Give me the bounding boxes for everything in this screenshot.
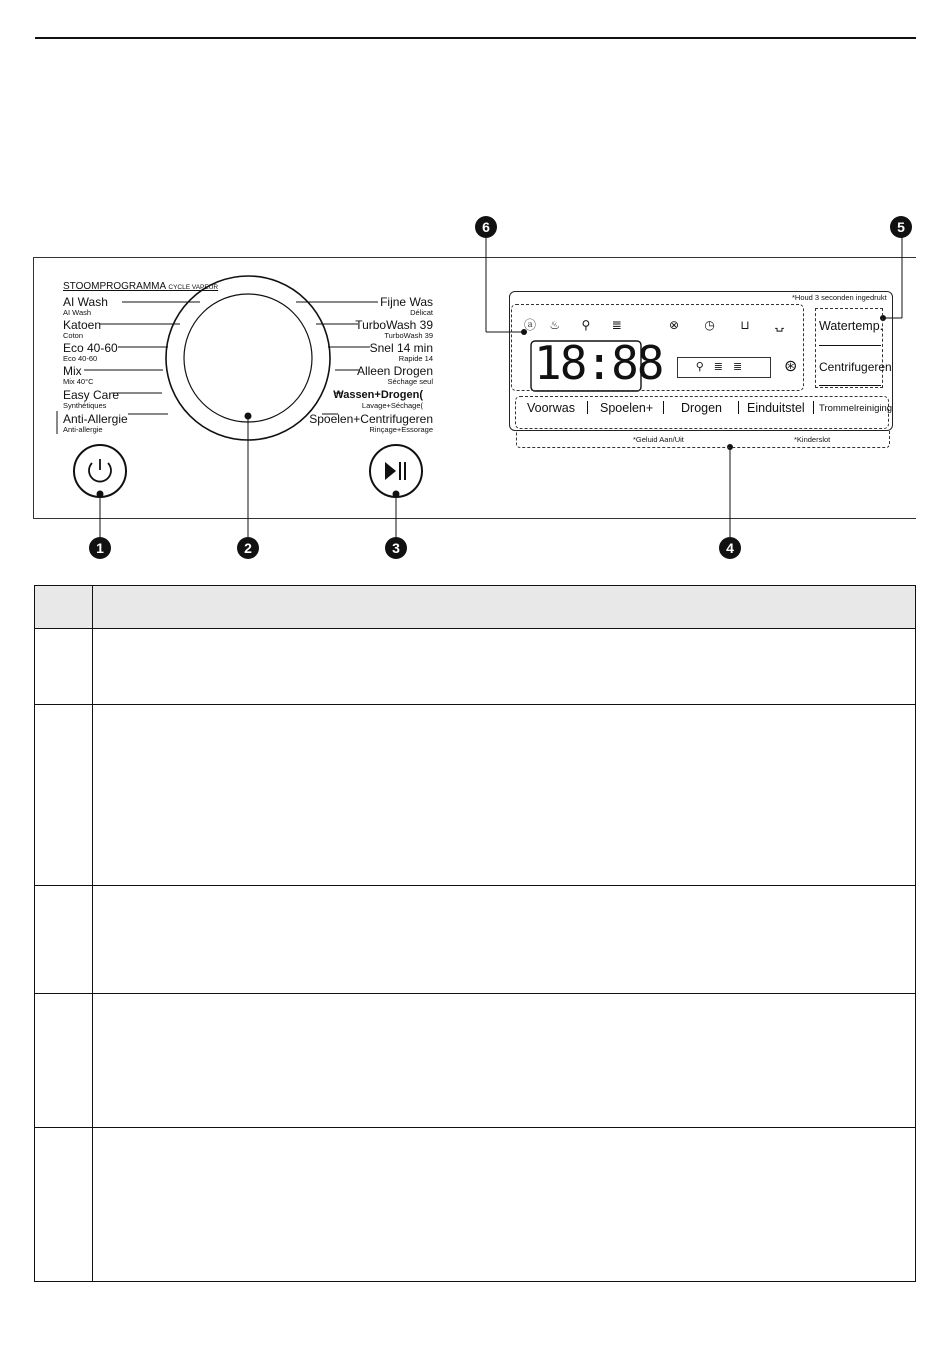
spin-button[interactable]: Centrifugeren [819,360,892,374]
program-dial-inner [184,294,312,422]
tub-icon: ⊔ [740,318,750,332]
table-row [35,629,916,705]
combo-dash [516,430,890,448]
program-wassen-drogen[interactable]: Wassen+Drogen( [333,389,423,401]
table-header [35,586,916,629]
rinse-plus-button[interactable]: Spoelen+ [600,401,654,415]
table-row [35,886,916,994]
callout-4: 4 [719,537,741,559]
callout-5: 5 [890,216,912,238]
table-row [35,705,916,886]
ai-icon: ⓐ [524,318,537,332]
sound-note: *Geluid Aan/Uit [633,435,684,444]
status-icons-row [524,316,784,333]
dry-button[interactable]: Drogen [681,401,722,415]
program-spoelen-centrifugeren[interactable]: Spoelen+Centrifugeren [309,412,433,426]
prewash-button[interactable]: Voorwas [527,401,575,415]
wash-phase-icons: ⚲≣≣ [677,357,771,378]
leader-lines-right [296,302,378,414]
program-fijne-was[interactable]: Fijne Was [380,295,433,309]
detergent-icon: ⍽ [774,318,785,332]
delay-end-button[interactable]: Einduitstel [747,401,805,415]
program-turbowash[interactable]: TurboWash 39 [355,318,433,332]
water-temp-button[interactable]: Watertemp. [819,319,884,333]
leader-lines-left [84,302,200,414]
time-display: 18:88 [534,336,663,390]
hold-note: *Houd 3 seconden ingedrukt [792,293,887,302]
program-ai-wash[interactable]: AI Wash [63,295,108,309]
callout-3: 3 [385,537,407,559]
dry-icon: ≣ [611,318,622,332]
tub-clean-button[interactable]: Trommelreiniging [819,403,893,414]
callout-6: 6 [475,216,497,238]
dial-graphics [0,0,950,580]
tub-clean-icon: ⊛ [784,358,798,375]
table-row [35,1128,916,1282]
program-mix[interactable]: Mix [63,364,82,378]
clock-icon: ◷ [704,318,715,332]
program-snel[interactable]: Snel 14 min [369,341,433,355]
callout-2: 2 [237,537,259,559]
lock-icon: ⊗ [669,318,680,332]
child-lock-note: *Kinderslot [794,435,831,444]
program-anti-allergie[interactable]: Anti-Allergie [63,412,128,426]
program-katoen[interactable]: Katoen [63,318,102,332]
program-easy-care[interactable]: Easy Care [63,388,120,402]
steam-icon: ♨ [549,318,561,332]
program-alleen-drogen[interactable]: Alleen Drogen [356,364,433,378]
program-eco[interactable]: Eco 40-60 [63,341,118,355]
callout-1: 1 [89,537,111,559]
table-row [35,994,916,1128]
description-table [34,585,916,1282]
steam-program-title: STOOMPROGRAMMA CYCLE VAPEUR [63,281,219,292]
shirt-icon: ⚲ [581,318,591,332]
